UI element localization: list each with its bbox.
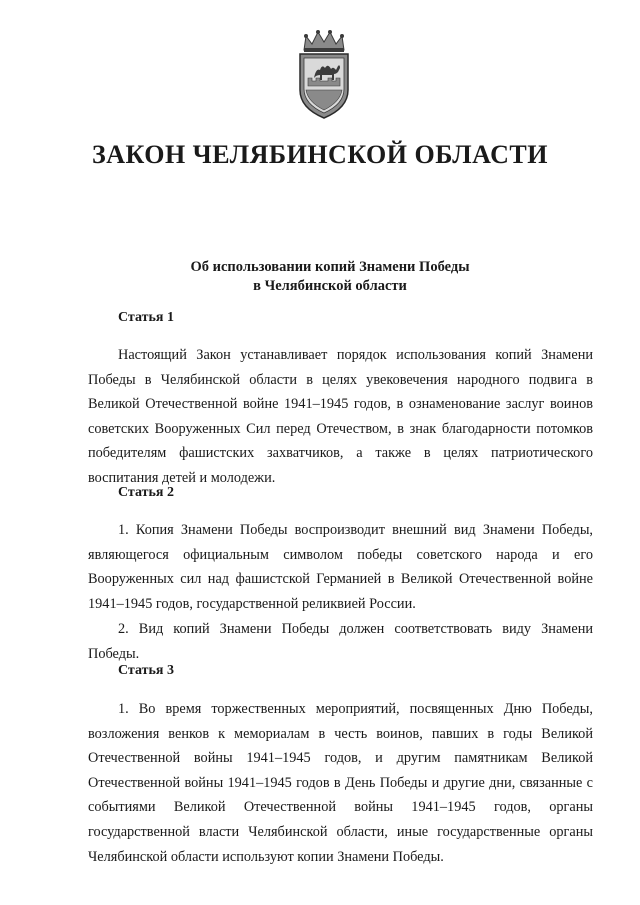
law-subtitle-line-2: в Челябинской области	[253, 278, 407, 294]
law-subtitle-line-1: Об использовании копий Знамени Победы	[190, 259, 470, 275]
article-3-heading: Статья 3	[118, 663, 174, 678]
law-title: ЗАКОН ЧЕЛЯБИНСКОЙ ОБЛАСТИ	[92, 140, 548, 169]
article-2-paragraph-2: 2. Вид копий Знамени Победы должен соответствовать виду Знамени Победы.	[88, 621, 593, 662]
article-2-paragraph-1: 1. Копия Знамени Победы воспроизводит внешний вид Знамени Победы, являющегося официальным символом победы советского народа и его Вооруженных сил над фашистской Германией в Великой Отечественной войне 1941–1945 годов, государственной реликвией России.	[88, 522, 593, 612]
coat-of-arms-emblem-icon	[292, 28, 356, 120]
article-3-paragraph-1: 1. Во время торжественных мероприятий, посвященных Дню Победы, возложения венков к мемориалам в честь воинов, павших в годы Великой Отечественной войны 1941–1945 годов, и другим памятникам Великой Отечественной войны 1941–1945 годов в День Победы и другие дни, связанные с событиями Великой Отечественной войны 1941–1945 годов, органы государственной власти Челябинской области, иные государственные органы Челябинской области используют копии Знамени Победы.	[88, 701, 593, 865]
article-1-heading: Статья 1	[118, 310, 174, 325]
law-subtitle	[0, 258, 640, 296]
article-1-paragraph: Настоящий Закон устанавливает порядок использования копий Знамени Победы в Челябинской области в целях увековечения народного подвига в Великой Отечественной войне 1941–1945 годов, в ознаменование заслуг воинов советских Вооруженных Сил перед Отечеством, в знак благодарности потомков победителям фашистских захватчиков, а также в целях патриотического воспитания детей и молодежи.	[88, 347, 593, 486]
article-2-heading: Статья 2	[118, 485, 174, 500]
